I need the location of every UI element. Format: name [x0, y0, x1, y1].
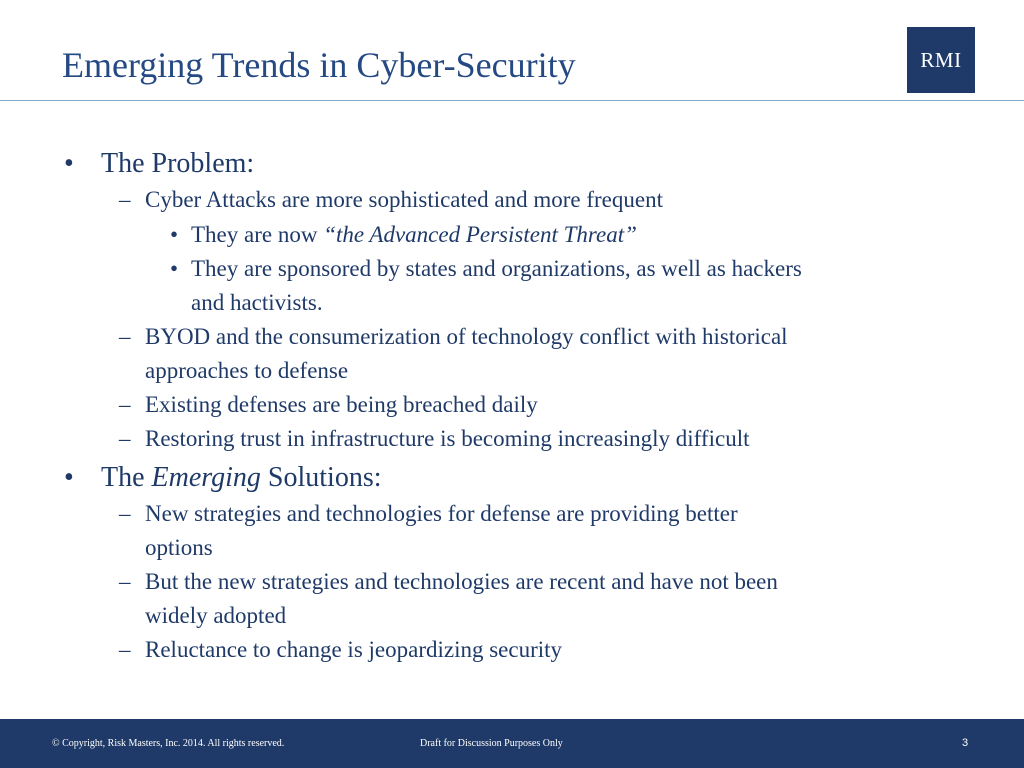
problem-item: Restoring trust in infrastructure is becoming increasingly difficult [145, 426, 750, 451]
problem-item-cont: approaches to defense [145, 358, 349, 383]
sub-item-apt [191, 222, 637, 248]
solutions-heading-prefix: The [101, 462, 152, 493]
solutions-heading-suffix: Solutions: [260, 462, 382, 493]
problem-item: BYOD and the consumerization of technology conflict with historical [145, 324, 788, 349]
solution-item: New strategies and technologies for defense are providing better [145, 501, 738, 526]
solution-item-cont: options [145, 535, 213, 560]
dash-icon: – [119, 187, 131, 212]
footer-draft-notice: Draft for Discussion Purposes Only [420, 738, 563, 749]
dash-icon: – [119, 426, 131, 451]
solution-item: Reluctance to change is jeopardizing security [145, 637, 563, 662]
sub-item-sponsored-cont: and hactivists. [191, 290, 323, 315]
dash-icon: – [119, 324, 131, 349]
bullet-icon: • [170, 256, 179, 281]
dash-icon: – [119, 569, 131, 594]
bullet-icon: • [64, 462, 74, 493]
solutions-heading [101, 462, 382, 494]
rmi-logo: RMI [907, 27, 975, 93]
footer-bar [0, 719, 1024, 768]
dash-icon: – [119, 392, 131, 417]
page-number: 3 [962, 737, 969, 749]
slide-title: Emerging Trends in Cyber-Security [62, 45, 576, 85]
solutions-heading-italic: Emerging [151, 462, 261, 493]
solution-item: But the new strategies and technologies are recent and have not been [145, 569, 778, 594]
dash-icon: – [119, 637, 131, 662]
problem-item: Existing defenses are being breached daily [145, 392, 538, 417]
bullet-icon: • [170, 222, 179, 247]
solution-item-cont: widely adopted [145, 603, 287, 628]
problem-heading: The Problem: [101, 148, 255, 179]
sub-item-apt-italic: “the Advanced Persistent Threat” [323, 222, 637, 247]
sub-item-sponsored: They are sponsored by states and organizations, as well as hackers [191, 256, 802, 281]
footer-copyright: © Copyright, Risk Masters, Inc. 2014. All rights reserved. [52, 738, 285, 749]
problem-item: Cyber Attacks are more sophisticated and more frequent [145, 187, 663, 212]
dash-icon: – [119, 501, 131, 526]
bullet-icon: • [64, 148, 74, 179]
sub-item-apt-prefix: They are now [191, 222, 324, 247]
title-divider [0, 100, 1024, 101]
